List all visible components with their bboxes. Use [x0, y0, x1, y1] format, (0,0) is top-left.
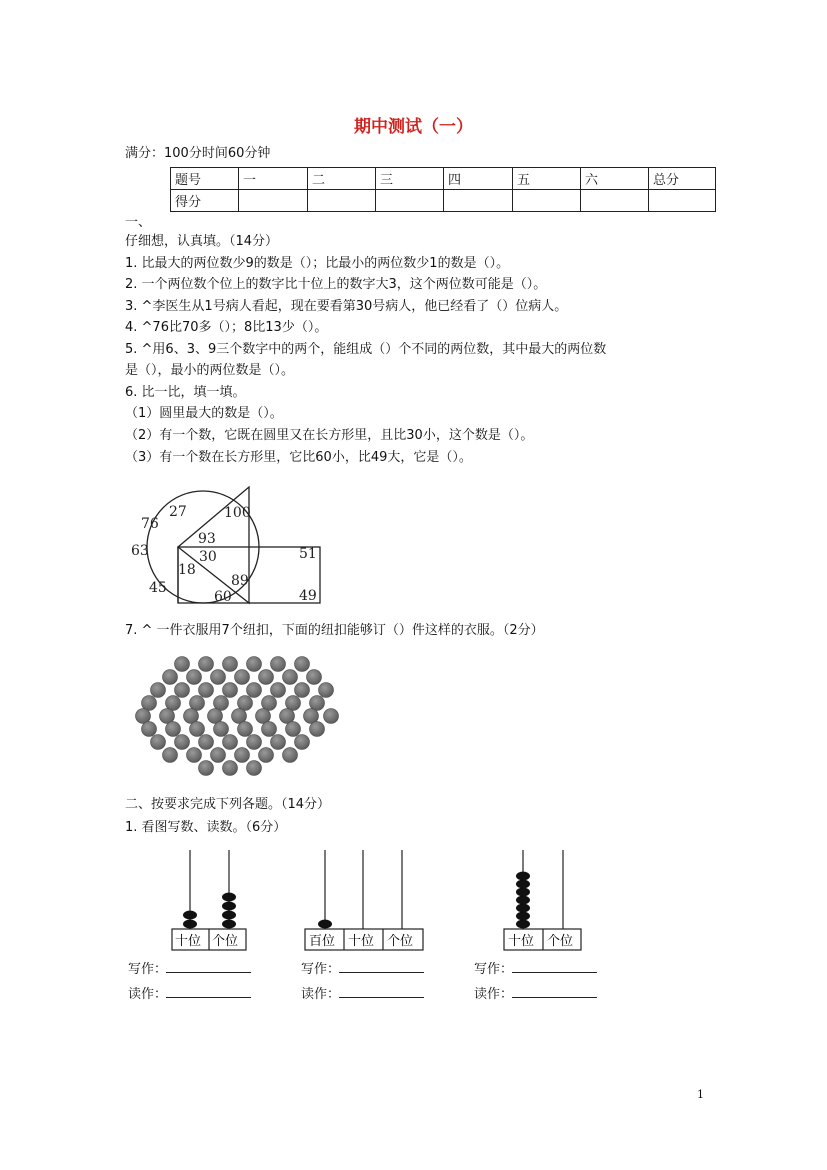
button-dot [283, 748, 298, 763]
question-2: 2. 一个两位数个位上的数字比十位上的数字大3，这个两位数可能是（）。 [125, 277, 547, 292]
button-dot [199, 657, 214, 672]
figure-number: 100 [224, 505, 251, 521]
score-header-cell: 五 [513, 168, 581, 190]
button-dot [271, 657, 286, 672]
button-dot [199, 761, 214, 776]
button-dot [223, 735, 238, 750]
question-4: 4. ^76比70多（）；8比13少（）。 [125, 320, 328, 335]
button-dot [324, 709, 339, 724]
read-answer-line-3[interactable] [512, 997, 597, 998]
abacus-label-tens: 十位 [348, 934, 375, 949]
write-label: 写作： [128, 962, 168, 977]
figure-number: 49 [299, 588, 317, 604]
button-dot [163, 748, 178, 763]
read-answer-line-1[interactable] [166, 997, 251, 998]
figure-number: 30 [199, 549, 217, 565]
write-answer-line-3[interactable] [512, 972, 597, 973]
score-input-cell[interactable] [308, 190, 376, 212]
button-dot [151, 683, 166, 698]
page-title: 期中测试（一） [354, 117, 473, 137]
buttons-picture [135, 652, 340, 780]
figure-number: 18 [178, 562, 196, 578]
score-header-cell: 总分 [649, 168, 716, 190]
button-dot [247, 657, 262, 672]
button-dot [295, 683, 310, 698]
score-header-cell: 四 [444, 168, 513, 190]
abacus-label-hundreds: 百位 [309, 934, 336, 949]
write-label: 写作： [474, 962, 514, 977]
read-answer-line-2[interactable] [339, 997, 424, 998]
button-dot [187, 748, 202, 763]
score-row-label: 得分 [171, 190, 239, 212]
button-dot [166, 722, 181, 737]
figure-number: 76 [141, 516, 159, 532]
abacus-label-ones: 个位 [212, 934, 239, 949]
button-dot [142, 722, 157, 737]
section2-question-1: 1. 看图写数、读数。（6分） [125, 820, 287, 835]
score-header-cell: 一 [239, 168, 308, 190]
figure-number: 63 [131, 543, 149, 559]
button-dot [310, 722, 325, 737]
button-dot [175, 735, 190, 750]
question-5-line1: 5. ^用6、3、9三个数字中的两个，能组成（）个不同的两位数，其中最大的两位数 [125, 342, 607, 357]
button-dot [211, 670, 226, 685]
abacus-2-hundreds-beads [318, 920, 332, 929]
button-dot [223, 761, 238, 776]
abacus-label-tens: 十位 [508, 934, 535, 949]
read-label: 读作： [301, 987, 341, 1002]
score-input-cell[interactable] [513, 190, 581, 212]
button-dot [307, 670, 322, 685]
abacus-1-ones-beads [222, 893, 236, 929]
question-6-part3: （3）有一个数在长方形里，它比60小，比49大，它是（）。 [125, 450, 472, 465]
button-dot [235, 670, 250, 685]
write-label: 写作： [301, 962, 341, 977]
button-dot [247, 761, 262, 776]
score-table-score-row [171, 190, 716, 212]
question-6: 6. 比一比，填一填。 [125, 385, 246, 400]
read-label: 读作： [474, 987, 514, 1002]
write-answer-line-2[interactable] [339, 972, 424, 973]
figure-number: 89 [231, 573, 249, 589]
button-dot [214, 722, 229, 737]
button-dot [151, 735, 166, 750]
button-dot [238, 722, 253, 737]
button-dot [175, 657, 190, 672]
score-header-cell: 三 [376, 168, 444, 190]
question-1: 1. 比最大的两位数少9的数是（）；比最小的两位数少1的数是（）。 [125, 256, 510, 271]
abacus-label-tens: 十位 [175, 934, 202, 949]
figure-number: 51 [299, 546, 317, 562]
section2-heading: 二、按要求完成下列各题。（14分） [125, 797, 331, 812]
button-dot [295, 657, 310, 672]
button-dot [223, 683, 238, 698]
button-dot [199, 683, 214, 698]
question-3: 3. ^李医生从1号病人看起，现在要看第30号病人，他已经看了（）位病人。 [125, 299, 568, 314]
abacus-1 [165, 845, 255, 955]
abacus-2 [298, 845, 428, 955]
read-label: 读作： [128, 987, 168, 1002]
button-dot [259, 748, 274, 763]
section1-label: 一、 [125, 215, 152, 230]
score-header-cell: 六 [581, 168, 649, 190]
figure-number: 27 [169, 504, 187, 520]
question-6-part1: （1）圆里最大的数是（）。 [125, 406, 283, 421]
question-6-part2: （2）有一个数，它既在圆里又在长方形里，且比30小，这个数是（）。 [125, 428, 534, 443]
venn-figure [125, 485, 325, 610]
button-dot [259, 670, 274, 685]
abacus-label-ones: 个位 [387, 934, 414, 949]
question-5-line2: 是（），最小的两位数是（）。 [125, 363, 295, 378]
figure-number: 93 [198, 531, 216, 547]
button-dot [262, 722, 277, 737]
button-dot [199, 735, 214, 750]
button-dot [190, 722, 205, 737]
button-dot [295, 735, 310, 750]
button-dot [247, 735, 262, 750]
score-header-cell: 二 [308, 168, 376, 190]
score-input-cell[interactable] [581, 190, 649, 212]
abacus-3 [497, 845, 587, 955]
button-cluster [136, 657, 339, 776]
score-table [170, 167, 716, 212]
write-answer-line-1[interactable] [166, 972, 251, 973]
button-dot [211, 748, 226, 763]
abacus-3-tens-beads [516, 872, 530, 929]
button-dot [235, 748, 250, 763]
score-input-cell[interactable] [649, 190, 716, 212]
button-dot [319, 683, 334, 698]
button-dot [175, 683, 190, 698]
score-table-header-row [171, 168, 716, 190]
abacus-1-tens-beads [183, 911, 197, 929]
button-dot [271, 683, 286, 698]
button-dot [187, 670, 202, 685]
score-input-cell[interactable] [444, 190, 513, 212]
score-input-cell[interactable] [376, 190, 444, 212]
button-dot [271, 735, 286, 750]
score-input-cell[interactable] [239, 190, 308, 212]
figure-number: 60 [214, 589, 232, 605]
button-dot [283, 670, 298, 685]
button-dot [163, 670, 178, 685]
meta-line: 满分：100分时间60分钟 [125, 146, 271, 161]
button-dot [247, 683, 262, 698]
section1-heading: 仔细想，认真填。（14分） [125, 234, 279, 249]
score-header-cell: 题号 [171, 168, 239, 190]
figure-number: 45 [149, 580, 167, 596]
page-number: 1 [697, 1088, 704, 1101]
question-7: 7. ^ 一件衣服用7个纽扣，下面的纽扣能够订（）件这样的衣服。（2分） [125, 623, 544, 638]
button-dot [223, 657, 238, 672]
abacus-label-ones: 个位 [547, 934, 574, 949]
button-dot [286, 722, 301, 737]
